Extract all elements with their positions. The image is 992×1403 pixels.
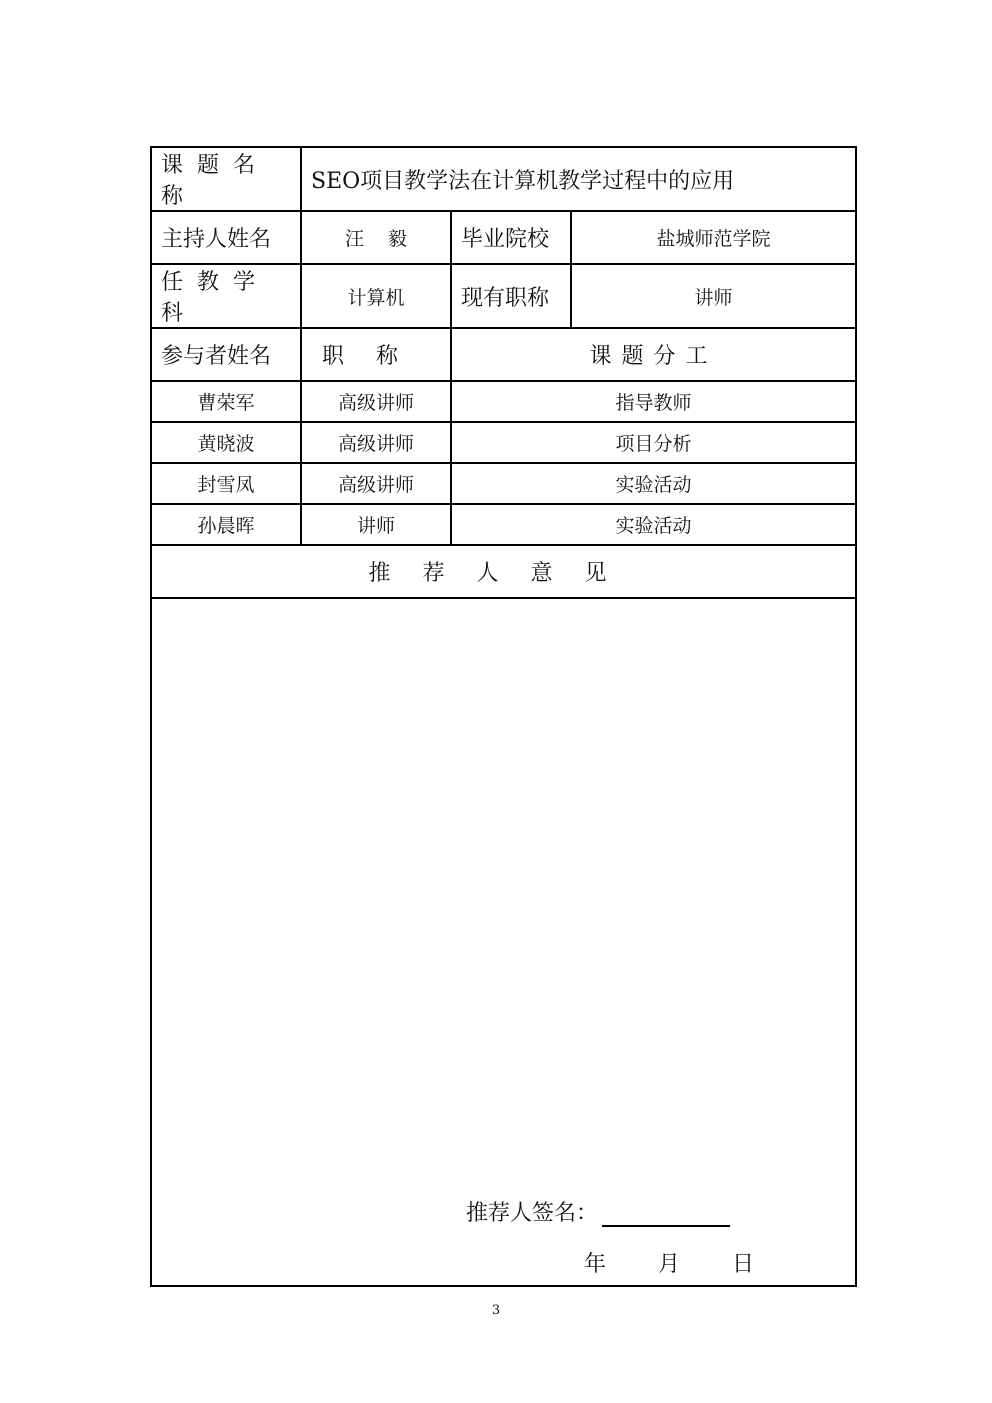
- school-value: 盐城师范学院: [571, 211, 856, 264]
- participant-name: 黄晓波: [151, 422, 301, 463]
- participant-title: 讲师: [301, 504, 451, 545]
- topic-row: [151, 147, 856, 211]
- topic-label: 课题名称: [151, 147, 301, 211]
- date-line: [584, 1247, 754, 1278]
- host-label: 主持人姓名: [151, 211, 301, 264]
- opinion-area[interactable]: [151, 598, 856, 1286]
- host-row: [151, 211, 856, 264]
- topic-value: SEO项目教学法在计算机教学过程中的应用: [301, 147, 856, 211]
- date-month: 月: [658, 1252, 681, 1277]
- participant-name: 孙晨晖: [151, 504, 301, 545]
- subject-value: 计算机: [301, 264, 451, 328]
- title-value: 讲师: [571, 264, 856, 328]
- participant-task: 实验活动: [451, 504, 856, 545]
- title-label: 现有职称: [451, 264, 571, 328]
- participant-task: 项目分析: [451, 422, 856, 463]
- participant-title-header: 职称: [301, 328, 451, 381]
- participant-task: 指导教师: [451, 381, 856, 422]
- participant-name: 曹荣军: [151, 381, 301, 422]
- participant-title: 高级讲师: [301, 381, 451, 422]
- participant-row: [151, 381, 856, 422]
- participant-row: [151, 463, 856, 504]
- participant-name-header: 参与者姓名: [151, 328, 301, 381]
- page-number: 3: [491, 1303, 501, 1318]
- school-label: 毕业院校: [451, 211, 571, 264]
- application-form-table: [150, 146, 857, 1287]
- participant-row: [151, 504, 856, 545]
- subject-row: [151, 264, 856, 328]
- opinion-header-row: [151, 545, 856, 598]
- date-year: 年: [584, 1252, 607, 1277]
- signature-label: 推荐人签名：: [466, 1201, 599, 1226]
- participant-title: 高级讲师: [301, 463, 451, 504]
- host-value: 汪 毅: [301, 211, 451, 264]
- signature-field[interactable]: [602, 1199, 730, 1227]
- participant-task-header: 课题分工: [451, 328, 856, 381]
- signature-line: [466, 1196, 730, 1227]
- opinion-header: 推荐人意见: [151, 545, 856, 598]
- opinion-row: [151, 598, 856, 1286]
- participant-task: 实验活动: [451, 463, 856, 504]
- subject-label: 任教学科: [151, 264, 301, 328]
- participants-header-row: [151, 328, 856, 381]
- participant-title: 高级讲师: [301, 422, 451, 463]
- participant-name: 封雪凤: [151, 463, 301, 504]
- participant-row: [151, 422, 856, 463]
- date-day: 日: [732, 1252, 755, 1277]
